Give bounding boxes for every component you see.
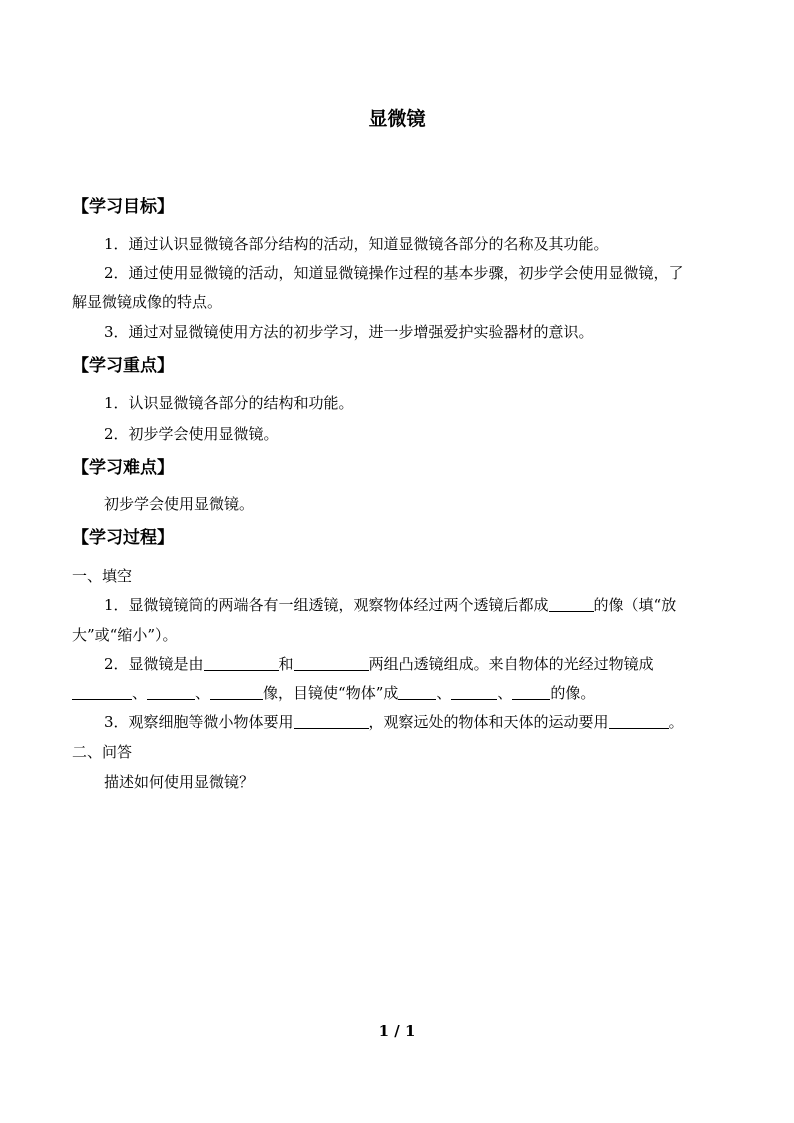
question-text: 2．显微镜是由 xyxy=(104,655,204,673)
question-text: 两组凸透镜组成。来自物体的光经过物镜成 xyxy=(368,655,654,673)
process-heading: 【学习过程】 xyxy=(72,528,174,548)
question-1-line-2: 大”或“缩小”）。 xyxy=(72,626,178,644)
answer-blank[interactable] xyxy=(549,597,594,612)
answer-blank[interactable] xyxy=(451,685,497,700)
question-text: 3．观察细胞等微小物体要用 xyxy=(104,713,294,731)
question-1-line-1 xyxy=(104,594,676,615)
page-title: 显微镜 xyxy=(368,108,426,130)
question-text: 和 xyxy=(278,655,294,673)
objective-item-1: 1．通过认识显微镜各部分结构的活动，知道显微镜各部分的名称及其功能。 xyxy=(104,235,609,253)
key-points-heading: 【学习重点】 xyxy=(72,356,174,376)
question-text: 。 xyxy=(668,713,684,731)
answer-blank[interactable] xyxy=(294,714,369,729)
question-2-line-1 xyxy=(104,653,654,674)
question-text: ，观察远处的物体和天体的运动要用 xyxy=(368,713,609,731)
fill-blank-title: 一、填空 xyxy=(72,567,133,585)
answer-blank[interactable] xyxy=(72,685,132,700)
objective-item-2-cont: 解显微镜成像的特点。 xyxy=(72,293,223,311)
question-2-line-2 xyxy=(72,682,595,703)
key-point-item-1: 1．认识显微镜各部分的结构和功能。 xyxy=(104,394,354,412)
question-text: 的像。 xyxy=(550,684,596,702)
question-text: 1．显微镜镜筒的两端各有一组透镜，观察物体经过两个透镜后都成 xyxy=(104,596,549,614)
objectives-heading: 【学习目标】 xyxy=(72,197,174,217)
answer-blank[interactable] xyxy=(294,656,369,671)
answer-blank[interactable] xyxy=(512,685,550,700)
answer-blank[interactable] xyxy=(204,656,279,671)
objective-item-2: 2．通过使用显微镜的活动，知道显微镜操作过程的基本步骤，初步学会使用显微镜，了 xyxy=(104,264,684,282)
difficulties-heading: 【学习难点】 xyxy=(72,458,174,478)
qa-title: 二、问答 xyxy=(72,743,133,761)
separator: 、 xyxy=(497,684,513,702)
answer-blank[interactable] xyxy=(398,685,436,700)
question-text: 的像（填“放 xyxy=(593,596,677,614)
separator: 、 xyxy=(436,684,452,702)
answer-blank[interactable] xyxy=(147,685,195,700)
question-3 xyxy=(104,711,684,732)
objective-item-3: 3．通过对显微镜使用方法的初步学习，进一步增强爱护实验器材的意识。 xyxy=(104,323,594,341)
separator: 、 xyxy=(132,684,148,702)
separator: 、 xyxy=(195,684,211,702)
difficulty-item-1: 初步学会使用显微镜。 xyxy=(104,495,255,513)
answer-blank[interactable] xyxy=(210,685,263,700)
qa-question: 描述如何使用显微镜？ xyxy=(104,773,255,791)
key-point-item-2: 2．初步学会使用显微镜。 xyxy=(104,425,279,443)
page-number: 1 / 1 xyxy=(378,1022,416,1040)
question-text: 像，目镜使“物体”成 xyxy=(263,684,399,702)
answer-blank[interactable] xyxy=(609,714,669,729)
